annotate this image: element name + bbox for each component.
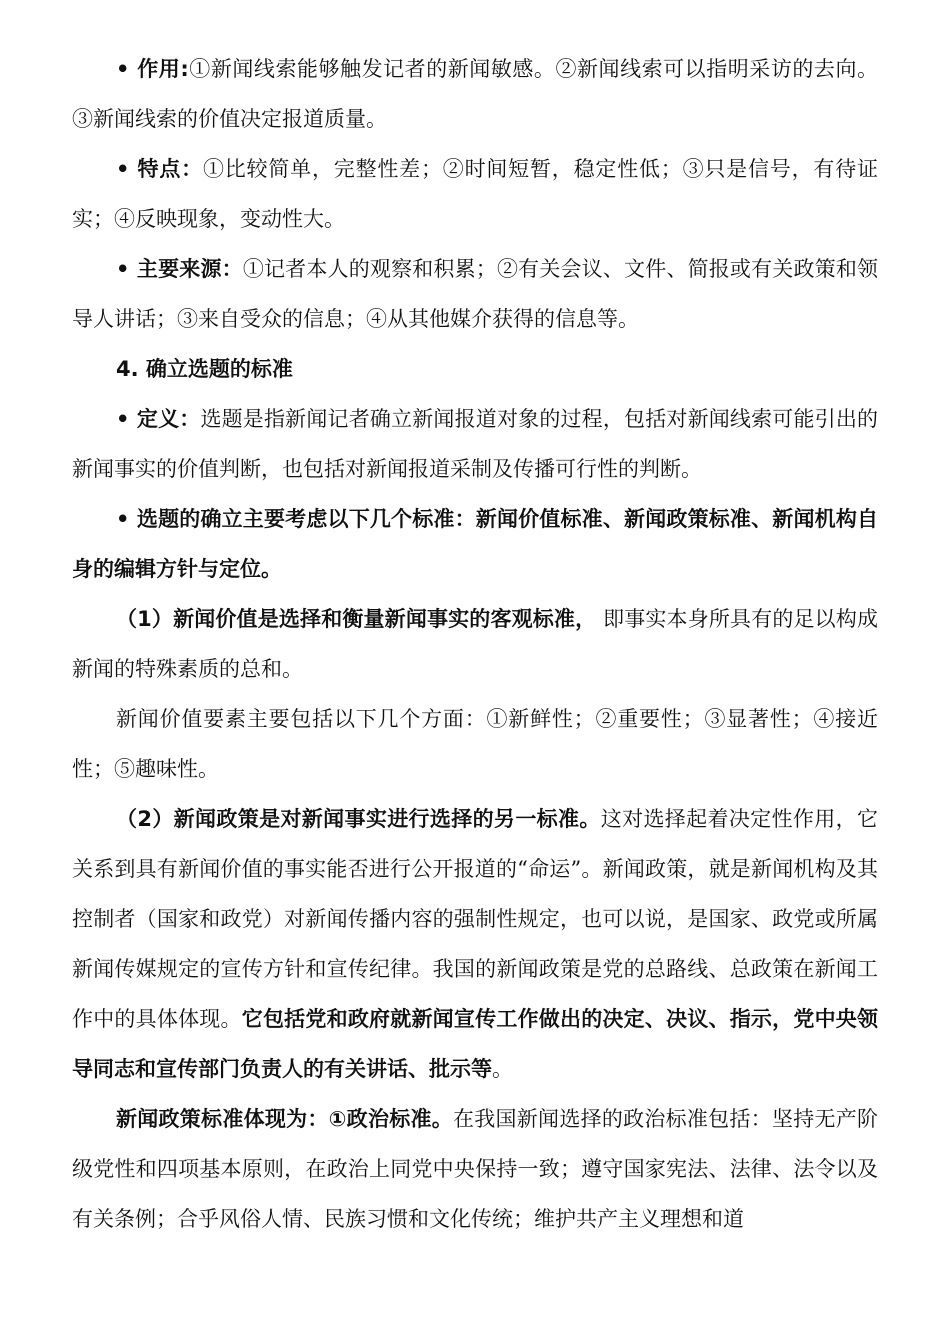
news-policy-text: 这对选择起着决定性作用，它关系到具有新闻价值的事实能否进行公开报道的“命运”。新闻政策，就是新闻机构及其控制者（国家和政党）对新闻传播内容的强制性规定，也可以说，是国家、政党或所属新闻传媒规定的宣传方针和宣传纪律。我国的新闻政策是党的总路线、总政策在新闻工作中的具体体现。 xyxy=(72,807,878,1031)
news-policy-lead: （2）新闻政策是对新闻事实进行选择的另一标准。 xyxy=(116,807,601,831)
features-lead: • 特点： xyxy=(116,157,203,181)
features-paragraph xyxy=(72,144,878,244)
news-value-paragraph xyxy=(72,594,878,694)
definition-lead: • 定义： xyxy=(116,407,201,431)
definition-paragraph xyxy=(72,394,878,494)
policy-standards-text: 在我国新闻选择的政治标准包括：坚持无产阶级党性和四项基本原则，在政治上同党中央保持一致；遵守国家宪法、法律、法令以及有关条例；合乎风俗人情、民族习惯和文化传统；维护共产主义理想和道 xyxy=(72,1107,879,1231)
standards-intro-paragraph: • 选题的确立主要考虑以下几个标准：新闻价值标准、新闻政策标准、新闻机构自身的编辑方针与定位。 xyxy=(72,507,878,581)
policy-standards-lead: 新闻政策标准体现为：①政治标准。 xyxy=(116,1107,453,1131)
news-policy-end: 。 xyxy=(492,1057,513,1081)
news-policy-bold-tail: 它包括党和政府就新闻宣传工作做出的决定、决议、指示，党中央领导同志和宣传部门负责人的有关讲话、批示等 xyxy=(72,1007,879,1081)
value-elements-paragraph: 新闻价值要素主要包括以下几个方面：①新鲜性；②重要性；③显著性；④接近性；⑤趣味性。 xyxy=(72,707,878,781)
role-text: ①新闻线索能够触发记者的新闻敏感。②新闻线索可以指明采访的去向。③新闻线索的价值决定报道质量。 xyxy=(72,57,878,131)
role-lead: • 作用: xyxy=(116,57,189,81)
sources-lead: • 主要来源： xyxy=(116,257,243,281)
news-value-text: 即事实本身所具有的足以构成新闻的特殊素质的总和。 xyxy=(72,607,878,681)
sources-paragraph xyxy=(72,244,878,344)
section-heading: 4. 确立选题的标准 xyxy=(116,357,293,381)
sources-text: ①记者本人的观察和积累；②有关会议、文件、简报或有关政策和领导人讲话；③来自受众的信息；④从其他媒介获得的信息等。 xyxy=(72,257,879,331)
news-policy-paragraph xyxy=(72,794,878,1094)
features-text: ①比较简单，完整性差；②时间短暂，稳定性低；③只是信号，有待证实；④反映现象，变动性大。 xyxy=(72,157,879,231)
definition-text: 选题是指新闻记者确立新闻报道对象的过程，包括对新闻线索可能引出的新闻事实的价值判断，也包括对新闻报道采制及传播可行性的判断。 xyxy=(72,407,878,481)
news-value-lead: （1）新闻价值是选择和衡量新闻事实的客观标准， xyxy=(116,607,597,631)
role-paragraph xyxy=(72,44,878,144)
policy-standards-paragraph xyxy=(72,1094,878,1244)
